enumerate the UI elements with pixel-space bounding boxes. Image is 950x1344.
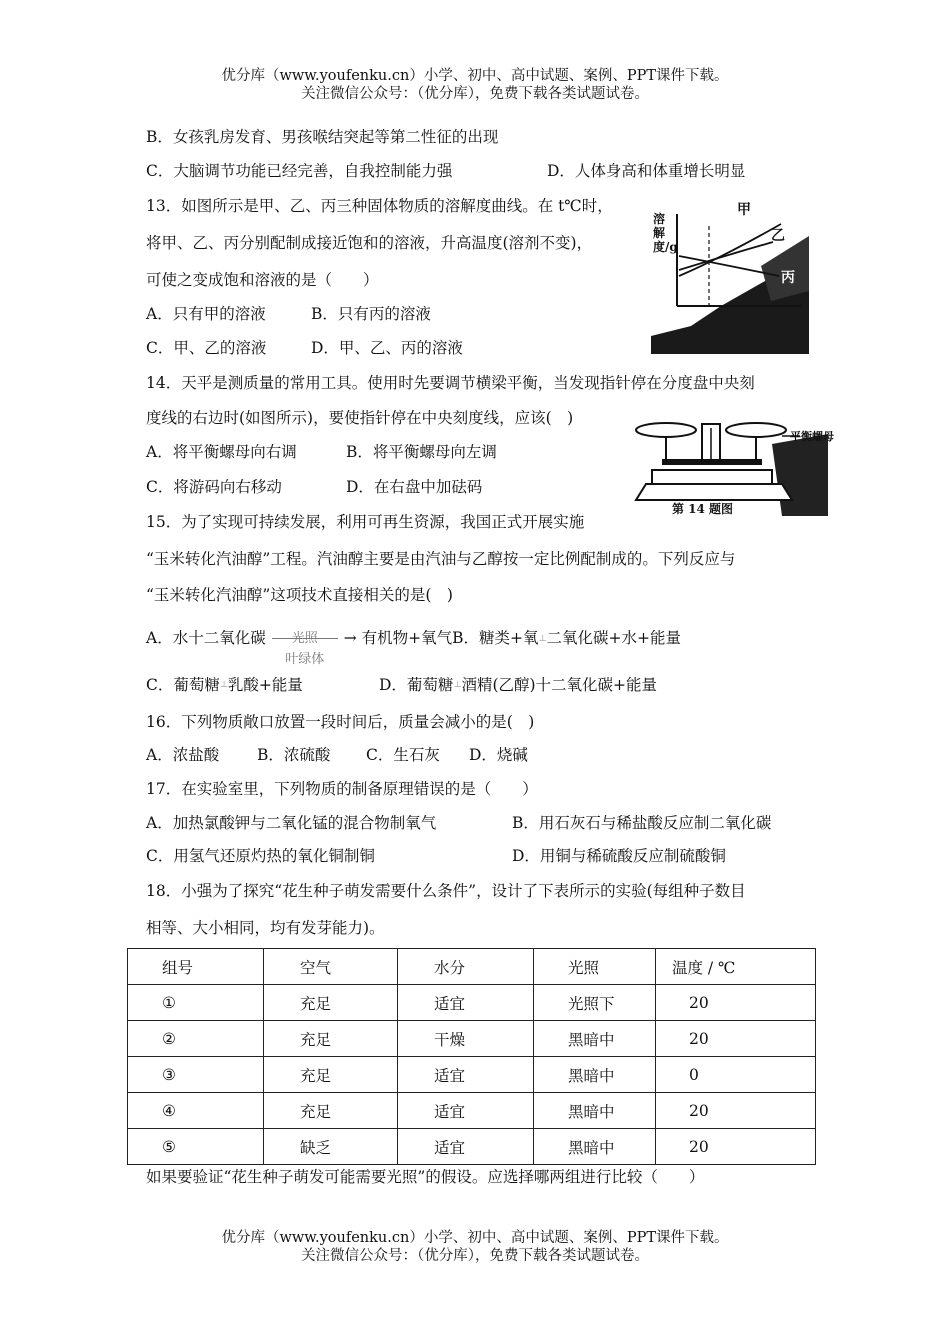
solubility-curve-figure: [651, 196, 809, 354]
q16-option-b: B．浓硫酸: [257, 746, 331, 764]
q17-option-d: D．用铜与稀硫酸反应制硫酸铜: [512, 847, 726, 865]
q14-stem-line2: 度线的右边时(如图所示)，要使指针停在中央刻度线，应该( ): [146, 409, 574, 427]
table-cell: ①: [128, 985, 264, 1021]
q13-stem-line1: 13．如图所示是甲、乙、丙三种固体物质的溶解度曲线。在 t℃时，: [146, 197, 613, 215]
table-cell: 充足: [264, 1021, 398, 1057]
q15-option-c-products: 乳酸+能量: [227, 676, 303, 694]
table-header-cell: 温度 / ℃: [656, 949, 816, 985]
q15-option-d-products: 酒精(乙醇)十二氧化碳+能量: [461, 676, 658, 694]
q18-question: 如果要验证“花生种子萌发可能需要光照”的假设。应选择哪两组进行比较（ ）: [146, 1168, 705, 1186]
table-row: [128, 1093, 816, 1129]
page-footer-line1: 优分库（www.youfenku.cn）小学、初中、高中试题、案例、PPT课件下载。: [221, 1230, 729, 1246]
q14-stem-line1: 14．天平是测质量的常用工具。使用时先要调节横梁平衡，当发现指针停在分度盘中央刻: [146, 374, 755, 392]
q15-reaction-arrow: [268, 619, 342, 667]
q13-stem-line2: 将甲、乙、丙分别配制成接近饱和的溶液，升高温度(溶剂不变)，: [146, 234, 593, 252]
q14-option-d: D．在右盘中加砝码: [346, 478, 483, 496]
table-cell: 适宜: [398, 1057, 534, 1093]
q12-option-c: C．大脑调节功能已经完善，自我控制能力强: [146, 162, 453, 180]
table-cell: ④: [128, 1093, 264, 1129]
q14-option-a: A．将平衡螺母向右调: [146, 443, 297, 461]
q14-option-c: C．将游码向右移动: [146, 478, 282, 496]
balance-nut-label: 平衡螺母: [790, 430, 834, 443]
table-header-row: [128, 949, 816, 985]
q13-option-a: A．只有甲的溶液: [146, 305, 266, 323]
curve-label-yi: 乙: [771, 228, 785, 244]
table-cell: 黑暗中: [534, 1057, 656, 1093]
q15-stem-line2: “玉米转化汽油醇”工程。汽油醇主要是由汽油与乙醇按一定比例配制成的。下列反应与: [146, 550, 736, 568]
table-cell: ⑤: [128, 1129, 264, 1165]
table-cell: 充足: [264, 1093, 398, 1129]
q15-option-a-reactants: A．水十二氧化碳: [146, 629, 266, 647]
table-cell: 适宜: [398, 1093, 534, 1129]
table-row: [128, 1021, 816, 1057]
table-cell: 干燥: [398, 1021, 534, 1057]
table-cell: 20: [656, 1093, 816, 1129]
q15-option-a-products-and-b: → 有机物+氧气B．糖类+氧: [343, 629, 539, 647]
page-header-line2: 关注微信公众号：（优分库），免费下载各类试题试卷。: [301, 86, 649, 102]
q12-option-d: D．人体身高和体重增长明显: [547, 162, 746, 180]
page-footer-line2: 关注微信公众号：（优分库），免费下载各类试题试卷。: [301, 1248, 649, 1264]
q15-arrow-condition-top: 光照: [291, 631, 318, 646]
page-header-line1: 优分库（www.youfenku.cn）小学、初中、高中试题、案例、PPT课件下载。: [221, 68, 729, 84]
table-cell: 20: [656, 985, 816, 1021]
q17-option-b: B．用石灰石与稀盐酸反应制二氧化碳: [512, 814, 772, 832]
q14-option-b: B．将平衡螺母向左调: [346, 443, 497, 461]
table-cell: ③: [128, 1057, 264, 1093]
table-header-cell: 空气: [264, 949, 398, 985]
q15-arrow-condition-bottom: 叶绿体: [285, 652, 325, 667]
q15-option-c: C．葡萄糖⊥乳酸+能量: [146, 676, 303, 694]
table-cell: 光照下: [534, 985, 656, 1021]
solubility-y-axis-label: 溶解度/g: [653, 212, 678, 254]
q16-stem: 16．下列物质敞口放置一段时间后，质量会减小的是( ): [146, 713, 535, 731]
table-cell: 充足: [264, 985, 398, 1021]
q15-option-d-reactant: D．葡萄糖: [379, 676, 454, 694]
table-header-cell: 光照: [534, 949, 656, 985]
q15-option-c-reactant: C．葡萄糖: [146, 676, 220, 694]
table-row: [128, 985, 816, 1021]
q13-stem-line3: 可使之变成饱和溶液的是（ ）: [146, 271, 379, 289]
table-header-cell: 水分: [398, 949, 534, 985]
table-cell: 黑暗中: [534, 1129, 656, 1165]
q18-stem-line2: 相等、大小相同，均有发芽能力)。: [146, 919, 385, 937]
q17-option-a: A．加热氯酸钾与二氧化锰的混合物制氧气: [146, 814, 437, 832]
table-cell: 适宜: [398, 985, 534, 1021]
q18-stem-line1: 18．小强为了探究“花生种子萌发需要什么条件”，设计了下表所示的实验(每组种子数目: [146, 882, 746, 900]
table-cell: 黑暗中: [534, 1093, 656, 1129]
q13-option-b: B．只有丙的溶液: [311, 305, 431, 323]
q13-option-d: D．甲、乙、丙的溶液: [311, 339, 463, 357]
q13-option-c: C．甲、乙的溶液: [146, 339, 267, 357]
table-header-cell: 组号: [128, 949, 264, 985]
balance-figure-caption: 第 14 题图: [672, 502, 734, 516]
curve-label-bing: 丙: [781, 270, 795, 286]
solubility-curve-svg: [651, 196, 809, 354]
q15-stem-line3: “玉米转化汽油醇”这项技术直接相关的是( ): [146, 586, 453, 604]
table-cell: 20: [656, 1021, 816, 1057]
table-cell: 黑暗中: [534, 1021, 656, 1057]
table-cell: 20: [656, 1129, 816, 1165]
q15-option-b-products: 二氧化碳+水+能量: [546, 629, 681, 647]
q16-option-d: D．烧碱: [469, 746, 528, 764]
q12-option-b: B．女孩乳房发育、男孩喉结突起等第二性征的出现: [146, 128, 499, 146]
balance-scale-figure: [632, 404, 834, 516]
table-cell: 缺乏: [264, 1129, 398, 1165]
q15-stem-line1: 15．为了实现可持续发展，利用可再生资源，我国正式开展实施: [146, 513, 585, 531]
table-cell: 充足: [264, 1057, 398, 1093]
table-row: [128, 1057, 816, 1093]
q16-option-c: C．生石灰: [366, 746, 440, 764]
curve-label-jia: 甲: [737, 202, 751, 218]
table-cell: 0: [656, 1057, 816, 1093]
q15-option-d: D．葡萄糖⊥酒精(乙醇)十二氧化碳+能量: [379, 676, 658, 694]
q17-stem: 17．在实验室里，下列物质的制备原理错误的是（ ）: [146, 780, 538, 798]
q17-option-c: C．用氢气还原灼热的氧化铜制铜: [146, 847, 375, 865]
table-row: [128, 1129, 816, 1165]
q18-experiment-table: [127, 948, 816, 1165]
q16-option-a: A．浓盐酸: [146, 746, 220, 764]
table-cell: 适宜: [398, 1129, 534, 1165]
table-cell: ②: [128, 1021, 264, 1057]
q15-options-ab: A．水十二氧化碳 光照 叶绿体 → 有机物+氧气B．糖类+氧⊥二氧化碳+水+能量: [146, 618, 681, 659]
